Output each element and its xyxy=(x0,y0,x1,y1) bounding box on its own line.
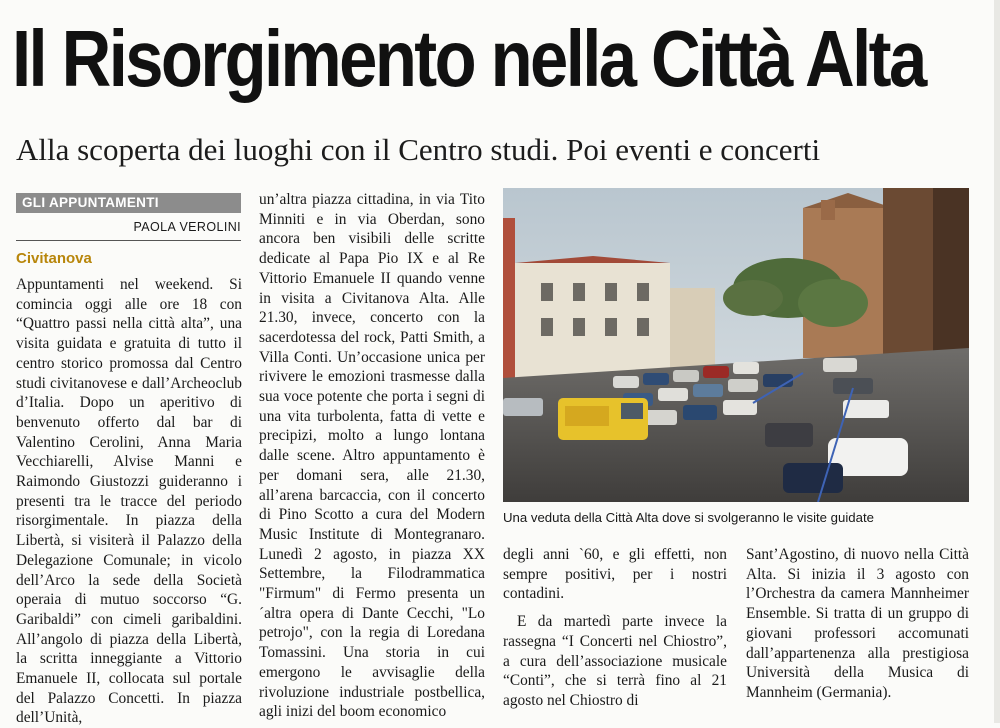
city-square-illustration xyxy=(503,188,969,502)
photo-caption: Una veduta della Città Alta dove si svolgeranno le visite guidate xyxy=(503,510,874,525)
author-byline: PAOLA VEROLINI xyxy=(133,220,241,234)
article-column-1: Appuntamenti nel weekend. Si comincia oggi alle ore 18 con “Quattro passi nella città alta”, una visita guidata e gratuita di tutto il centro storico promossa dal Centro studi civitanovese e dall’Archeoclub d’Italia. Dopo un aperitivo di benvenuto offerto dal bar di Valentino Cerolini, Anna Maria Vecchiarelli, Alvise Manni e Raimondo Giustozzi guideranno i presenti tra le tracce del periodo risorgimentale. In piazza della Libertà, si visiterà il Palazzo della Delegazione Comunale; in vicolo dell’Arco la sede della Società operaia di mutuo soccorso “G. Garibaldi” con cimeli garibaldini. All’angolo di piazza della Libertà, la scritta inneggiante a Vittorio Emanuele II, collocata sul portale del Palazzo Concetti. In piazza dell’Unità, xyxy=(16,276,242,727)
section-label: GLI APPUNTAMENTI xyxy=(16,193,241,213)
column-3-paragraph-2: E da martedì parte invece la rassegna “I Concerti nel Chiostro”, a cura dell’associazione musicale “Conti”, che si terrà fino al 21 agosto nel Chiostro di xyxy=(503,613,727,709)
article-column-3 xyxy=(503,545,727,711)
byline-divider xyxy=(16,240,241,241)
city-square-photo xyxy=(503,188,969,502)
article-column-2: un’altra piazza cittadina, in via Tito Minniti e in via Oberdan, sono ancora ben visibili delle scritte dedicate al Papa Pio IX e al Re Vittorio Emanuele II quando venne in visita a Civitanova Alta. Alle 21.30, invece, concerto con la sacerdotessa del rock, Patti Smith, a Villa Conti. Un’occasione unica per rivivere le emozioni trasmesse dalla sua voce potente che porta i segni di una vita turbolenta, fatta di vette e precipizi, molto a lungo lontana dalle scene. Altro appuntamento è per domani sera, alle 21.30, all’arena barcaccia, con il concerto di Pino Scotto a cura del Modern Music Institute di Montegranaro. Lunedì 2 agosto, in piazza XX Settembre, la Filodrammatica "Firmum" di Fermo presenta un´altra opera di Dante Cecchi, "Lo petrojo", con la regia di Loredana Tomassini. Una storia in cui emergono le avvisaglie della rivoluzione industriale postbellica, agli inizi del boom economico xyxy=(259,191,485,721)
dateline: Civitanova xyxy=(16,250,92,267)
column-3-paragraph-1: degli anni `60, e gli effetti, non sempre positivi, per i nostri contadini. xyxy=(503,546,727,603)
headline: Il Risorgimento nella Città Alta xyxy=(12,14,925,103)
page-edge xyxy=(994,0,1000,723)
subheadline: Alla scoperta dei luoghi con il Centro studi. Poi eventi e concerti xyxy=(16,132,821,167)
article-column-4: Sant’Agostino, di nuovo nella Città Alta. Si inizia il 3 agosto con l’Orchestra da camera Mannheimer Ensemble. Si tratta di un gruppo di giovani professori accomunati dall’appartenenza alla prestigiosa Università della Musica di Mannheim (Germania). xyxy=(746,546,969,701)
